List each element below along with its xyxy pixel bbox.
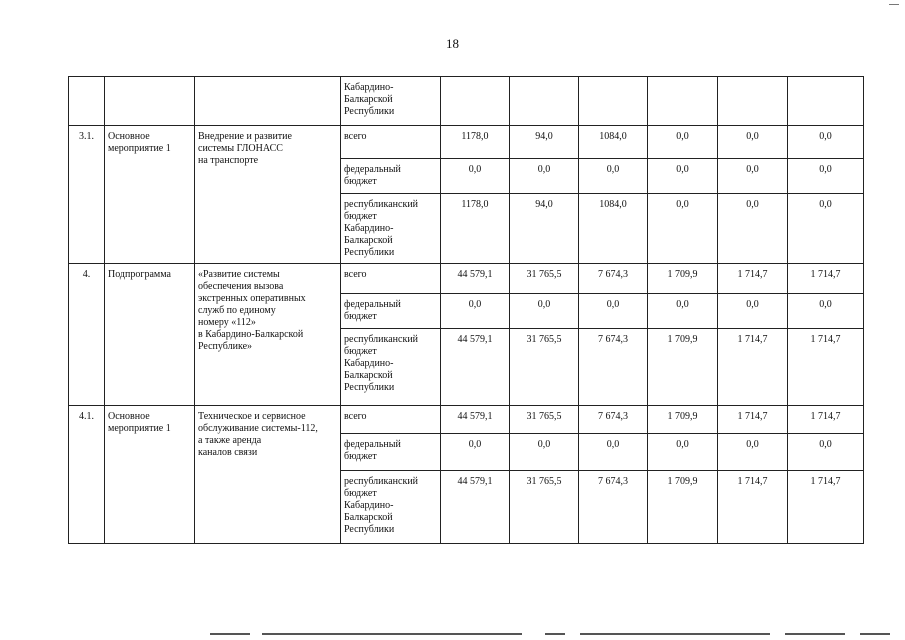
amount-cell: 0,0 (788, 126, 864, 159)
amount-cell: 0,0 (648, 126, 718, 159)
amount-cell: 0,0 (579, 294, 648, 329)
amount-cell: 0,0 (579, 159, 648, 194)
amount-cell: 0,0 (648, 434, 718, 471)
amount-cell: 44 579,1 (441, 264, 510, 294)
funding-source: всего (341, 264, 441, 294)
amount-cell: 1 714,7 (718, 471, 788, 544)
item-name: Техническое и сервисное обслуживание системы-112, а также аренда каналов связи (195, 406, 341, 544)
item-type: Подпрограмма (105, 264, 195, 406)
amount-cell: 0,0 (718, 294, 788, 329)
funding-source: федеральный бюджет (341, 159, 441, 194)
amount-cell: 94,0 (510, 126, 579, 159)
table-body (69, 77, 864, 544)
scan-artifact (200, 633, 900, 637)
funding-source: республиканский бюджет Кабардино- Балкарской Республики (341, 329, 441, 406)
amount-cell: 1 714,7 (718, 264, 788, 294)
amount-cell: 1 709,9 (648, 329, 718, 406)
amount-cell: 1 709,9 (648, 471, 718, 544)
amount-cell: 0,0 (788, 434, 864, 471)
amount-cell: 0,0 (648, 194, 718, 264)
amount-cell (718, 77, 788, 126)
amount-cell: 44 579,1 (441, 329, 510, 406)
amount-cell: 0,0 (718, 434, 788, 471)
amount-cell: 31 765,5 (510, 264, 579, 294)
item-name: Внедрение и развитие системы ГЛОНАСС на транспорте (195, 126, 341, 264)
amount-cell: 1 714,7 (718, 406, 788, 434)
amount-cell: 1084,0 (579, 194, 648, 264)
amount-cell: 1 714,7 (788, 406, 864, 434)
amount-cell: 0,0 (579, 434, 648, 471)
amount-cell: 1 714,7 (788, 471, 864, 544)
amount-cell: 0,0 (441, 434, 510, 471)
amount-cell: 0,0 (648, 159, 718, 194)
amount-cell: 31 765,5 (510, 471, 579, 544)
amount-cell: 0,0 (718, 126, 788, 159)
amount-cell: 1178,0 (441, 126, 510, 159)
funding-source: всего (341, 126, 441, 159)
amount-cell: 1 714,7 (788, 264, 864, 294)
item-number (69, 77, 105, 126)
amount-cell: 0,0 (788, 159, 864, 194)
amount-cell (510, 77, 579, 126)
amount-cell: 7 674,3 (579, 329, 648, 406)
amount-cell: 0,0 (510, 434, 579, 471)
amount-cell: 44 579,1 (441, 471, 510, 544)
item-name: «Развитие системы обеспечения вызова экстренных оперативных служб по единому номеру «112» в Кабардино-Балкарской Республике» (195, 264, 341, 406)
funding-source: федеральный бюджет (341, 434, 441, 471)
amount-cell (441, 77, 510, 126)
table-row (69, 126, 864, 159)
table-row (69, 406, 864, 434)
amount-cell: 1 709,9 (648, 264, 718, 294)
amount-cell: 7 674,3 (579, 406, 648, 434)
funding-source: федеральный бюджет (341, 294, 441, 329)
amount-cell: 0,0 (788, 194, 864, 264)
amount-cell: 94,0 (510, 194, 579, 264)
amount-cell: 0,0 (510, 159, 579, 194)
funding-source: всего (341, 406, 441, 434)
amount-cell: 0,0 (718, 159, 788, 194)
budget-table (68, 76, 864, 544)
funding-source: республиканский бюджет Кабардино- Балкарской Республики (341, 194, 441, 264)
page-number: 18 (446, 36, 459, 51)
scan-corner-mark (889, 0, 899, 5)
amount-cell: 1084,0 (579, 126, 648, 159)
item-type (105, 77, 195, 126)
amount-cell: 1178,0 (441, 194, 510, 264)
item-type: Основное мероприятие 1 (105, 126, 195, 264)
amount-cell (579, 77, 648, 126)
amount-cell: 1 714,7 (718, 329, 788, 406)
funding-source: республиканский бюджет Кабардино- Балкарской Республики (341, 471, 441, 544)
amount-cell: 7 674,3 (579, 471, 648, 544)
amount-cell (648, 77, 718, 126)
item-number: 3.1. (69, 126, 105, 264)
table-row (69, 264, 864, 294)
item-number: 4.1. (69, 406, 105, 544)
amount-cell: 1 714,7 (788, 329, 864, 406)
amount-cell: 0,0 (441, 159, 510, 194)
item-type: Основное мероприятие 1 (105, 406, 195, 544)
amount-cell: 0,0 (718, 194, 788, 264)
amount-cell: 0,0 (648, 294, 718, 329)
funding-source: Кабардино- Балкарской Республики (341, 77, 441, 126)
amount-cell (788, 77, 864, 126)
item-name (195, 77, 341, 126)
amount-cell: 0,0 (510, 294, 579, 329)
amount-cell: 31 765,5 (510, 406, 579, 434)
amount-cell: 0,0 (788, 294, 864, 329)
amount-cell: 31 765,5 (510, 329, 579, 406)
item-number: 4. (69, 264, 105, 406)
amount-cell: 1 709,9 (648, 406, 718, 434)
amount-cell: 0,0 (441, 294, 510, 329)
amount-cell: 7 674,3 (579, 264, 648, 294)
amount-cell: 44 579,1 (441, 406, 510, 434)
table-row (69, 77, 864, 126)
